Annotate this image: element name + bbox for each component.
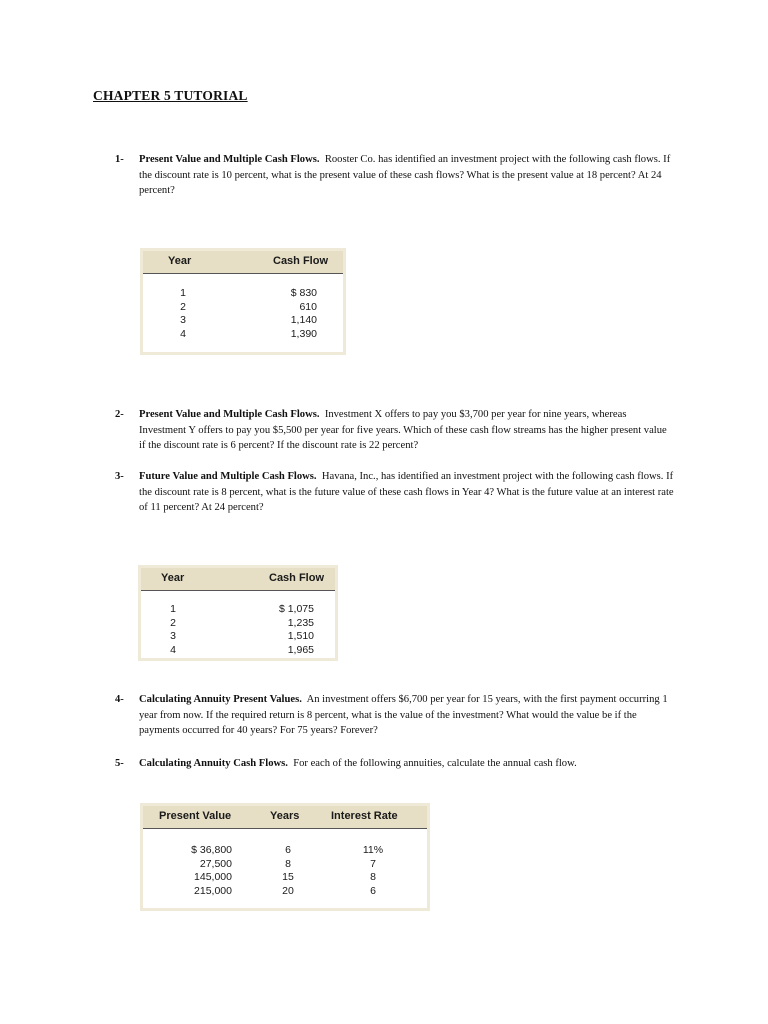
annuity-table xyxy=(140,803,430,911)
question-text: An investment offers $6,700 per year for 15 years, with the first payment occurring 1 year from now. If the required return is 8 percent, what is the value of the investment? What would the value be if the payments occurred for 40 years? For 75 years? Forever? xyxy=(139,694,668,736)
column-header-year: Year xyxy=(161,572,185,584)
cash-flow-cell: 610 xyxy=(299,300,317,313)
year-cell: 2 xyxy=(170,616,176,629)
interest-rate-cell: 6 xyxy=(370,884,376,897)
present-value-cell: 145,000 xyxy=(194,871,232,883)
question-text: Investment X offers to pay you $3,700 per year for nine years, whereas Investment Y offers to pay you $5,500 per year for five years. Which of these cash flow streams has the higher present value if the discount rate is 6 percent? If the discount rate is 22 percent? xyxy=(139,409,667,451)
present-value-cell: 27,500 xyxy=(199,857,232,870)
table-header-row xyxy=(141,568,335,591)
year-cell: 3 xyxy=(180,314,186,326)
question-text: Rooster Co. has identified an investment project with the following cash flows. If the discount rate is 10 percent, what is the present value of these cash flows? What is the present value at 18 percent? At 24 percent? xyxy=(139,154,671,196)
cash-flow-cell: 1,510 xyxy=(287,630,314,642)
column-header-interest-rate: Interest Rate xyxy=(331,810,398,822)
question-heading: Present Value and Multiple Cash Flows. xyxy=(139,154,320,165)
years-cell: 15 xyxy=(282,871,294,883)
cash-flow-cell: 1,140 xyxy=(290,314,317,326)
year-cell: 3 xyxy=(170,630,176,642)
question-heading: Present Value and Multiple Cash Flows. xyxy=(139,409,320,420)
page-title: CHAPTER 5 TUTORIAL xyxy=(93,88,248,103)
question-text: Havana, Inc., has identified an investment project with the following cash flows. If the discount rate is 8 percent, what is the future value of these cash flows in Year 4? What is the future value at an interest rate of 11 percent? At 24 percent? xyxy=(139,471,674,513)
question-number: 5- xyxy=(115,758,124,769)
question-heading: Calculating Annuity Present Values. xyxy=(139,694,302,705)
cash-flow-cell: $ 830 xyxy=(290,287,317,299)
question-number: 2- xyxy=(115,409,124,420)
years-cell: 8 xyxy=(285,857,291,870)
interest-rate-cell: 11% xyxy=(362,844,384,856)
interest-rate-cell: 8 xyxy=(370,871,376,883)
question-heading: Calculating Annuity Cash Flows. xyxy=(139,758,288,769)
cash-flow-cell: 1,965 xyxy=(287,643,314,656)
year-cell: 1 xyxy=(170,603,176,615)
interest-rate-cell: 7 xyxy=(370,857,376,870)
year-cell: 4 xyxy=(170,643,176,656)
question-text: For each of the following annuities, calculate the annual cash flow. xyxy=(293,758,577,769)
cash-flow-table-1 xyxy=(140,248,346,355)
years-cell: 20 xyxy=(282,884,294,897)
question-4 xyxy=(115,692,675,739)
cash-flow-cell: 1,235 xyxy=(287,616,314,629)
column-header-cash-flow: Cash Flow xyxy=(269,572,325,584)
question-number: 4- xyxy=(115,694,124,705)
column-header-present-value: Present Value xyxy=(159,810,232,822)
question-number: 1- xyxy=(115,154,124,165)
year-cell: 4 xyxy=(180,327,186,340)
table-header-row xyxy=(143,251,343,274)
question-number: 3- xyxy=(115,471,124,482)
cash-flow-cell: $ 1,075 xyxy=(278,603,314,615)
question-3 xyxy=(115,469,675,516)
years-cell: 6 xyxy=(285,844,291,856)
column-header-year: Year xyxy=(168,255,192,267)
year-cell: 1 xyxy=(180,287,186,299)
present-value-cell: 215,000 xyxy=(194,884,232,897)
question-2 xyxy=(115,407,675,454)
cash-flow-cell: 1,390 xyxy=(290,327,317,340)
question-5 xyxy=(115,756,675,772)
cash-flow-table-2 xyxy=(138,565,338,661)
column-header-cash-flow: Cash Flow xyxy=(273,255,329,267)
question-heading: Future Value and Multiple Cash Flows. xyxy=(139,471,317,482)
question-1 xyxy=(115,152,675,199)
present-value-cell: $ 36,800 xyxy=(191,844,232,856)
column-header-years: Years xyxy=(270,810,300,822)
table-header-row xyxy=(143,806,427,829)
year-cell: 2 xyxy=(180,300,186,313)
